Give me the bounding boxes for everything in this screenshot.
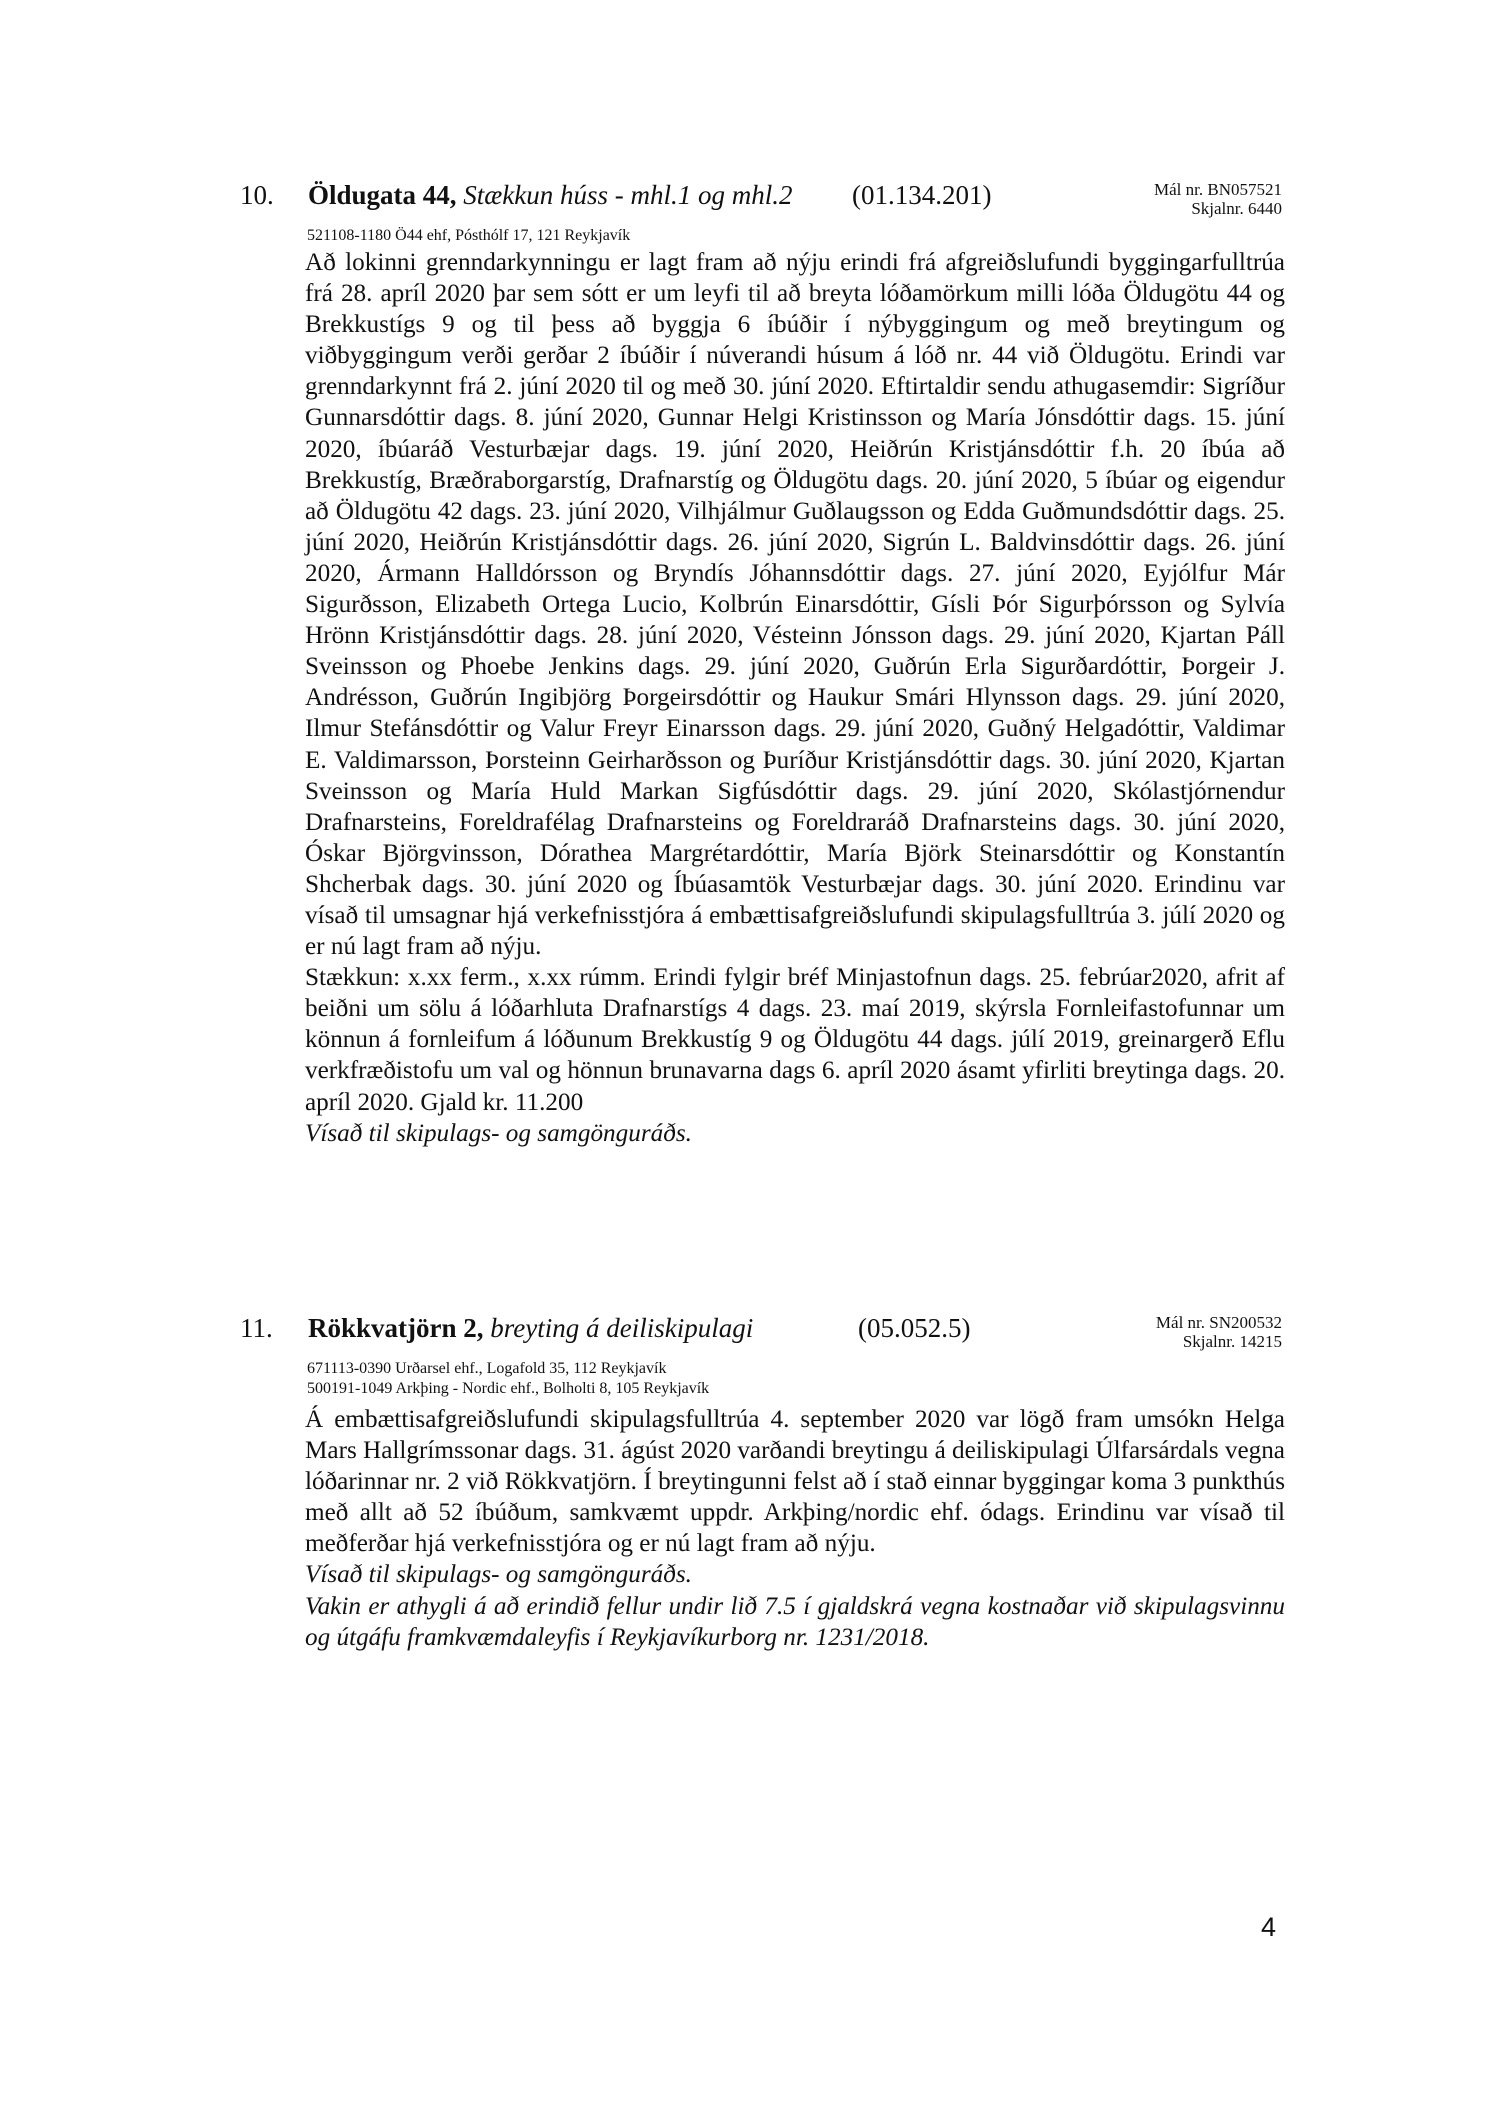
lot-number: (05.052.5): [858, 1313, 971, 1343]
item-address: Rökkvatjörn 2,: [308, 1313, 484, 1343]
item-paragraph: Stækkun: x.xx ferm., x.xx rúmm. Erindi fylgir bréf Minjastofnun dags. 25. febrúar2020, afrit af beiðni um sölu á lóðarhluta Drafnarstígs 4 dags. 23. maí 2019, skýrsla Fornleifastofunnar um könnun á fornleifum á lóðunum Brekkustíg 9 og Öldugötu 44 dags. júlí 2019, greinargerð Eflu verkfræðistofu um val og hönnun brunavarna dags 6. apríl 2020 ásamt yfirliti breytinga dags. 20. apríl 2020. Gjald kr. 11.200: [305, 964, 1285, 1116]
item-number: 11.: [240, 1313, 273, 1343]
case-number: Mál nr. BN057521: [1154, 180, 1282, 199]
item-11-body: [305, 1404, 1285, 1653]
item-paragraph: Á embættisafgreiðslufundi skipulagsfulltrúa 4. september 2020 var lögð fram umsókn Helga Mars Hallgrímssonar dags. 31. ágúst 2020 varðandi breytingu á deiliskipulagi Úlfarsárdals vegna lóðarinnar nr. 2 við Rökkvatjörn. Í breytingunni felst að í stað einnar byggingar koma 3 punkthús með allt að 52 íbúðum, samkvæmt uppdr. Arkþing/nordic ehf. ódags. Erindinu var vísað til meðferðar hjá verkefnisstjóra og er nú lagt fram að nýju.: [305, 1406, 1285, 1558]
item-decision: Vísað til skipulags- og samgönguráðs.: [305, 1561, 692, 1589]
lot-number: (01.134.201): [852, 180, 992, 210]
document-number: Skjalnr. 6440: [1191, 199, 1282, 218]
item-subject: Stækkun húss - mhl.1 og mhl.2: [463, 180, 793, 210]
item-10-body: [305, 247, 1285, 1149]
document-number: Skjalnr. 14215: [1182, 1332, 1282, 1351]
case-number: Mál nr. SN200532: [1155, 1313, 1282, 1332]
item-number: 10.: [240, 180, 274, 210]
page-number: 4: [1261, 1912, 1277, 1942]
item-title: [308, 1313, 753, 1344]
applicant: 671113-0390 Urðarsel ehf., Logafold 35, 112 Reykjavík: [307, 1360, 667, 1377]
applicant: 500191-1049 Arkþing - Nordic ehf., Bolholti 8, 105 Reykjavík: [307, 1380, 710, 1397]
item-address: Öldugata 44,: [308, 180, 457, 210]
item-decision: Vakin er athygli á að erindið fellur undir lið 7.5 í gjaldskrá vegna kostnaðar við skipulagsvinnu og útgáfu framkvæmdaleyfis í Reykjavíkurborg nr. 1231/2018.: [305, 1592, 1285, 1651]
case-meta: [1154, 180, 1282, 218]
applicant-list: [307, 1359, 709, 1399]
item-paragraph: Að lokinni grenndarkynningu er lagt fram að nýju erindi frá afgreiðslufundi byggingarfulltrúa frá 28. apríl 2020 þar sem sótt er um leyfi til að breyta lóðamörkum milli lóða Öldugötu 44 og Brekkustígs 9 og til þess að byggja 6 íbúðir í nýbyggingum og með breytingum og viðbyggingum verði gerðar 2 íbúðir í núverandi húsum á lóð nr. 44 við Öldugötu. Erindi var grenndarkynnt frá 2. júní 2020 til og með 30. júní 2020. Eftirtaldir sendu athugasemdir: Sigríður Gunnarsdóttir dags. 8. júní 2020, Gunnar Helgi Kristinsson og María Jónsdóttir dags. 15. júní 2020, íbúaráð Vesturbæjar dags. 19. júní 2020, Heiðrún Kristjánsdóttir f.h. 20 íbúa að Brekkustíg, Bræðraborgarstíg, Drafnarstíg og Öldugötu dags. 20. júní 2020, 5 íbúar og eigendur að Öldugötu 42 dags. 23. júní 2020, Vilhjálmur Guðlaugsson og Edda Guðmundsdóttir dags. 25. júní 2020, Heiðrún Kristjánsdóttir dags. 26. júní 2020, Sigrún L. Baldvinsdóttir dags. 26. júní 2020, Ármann Halldórsson og Bryndís Jóhannsdóttir dags. 27. júní 2020, Eyjólfur Már Sigurðsson, Elizabeth Ortega Lucio, Kolbrún Einarsdóttir, Gísli Þór Sigurþórsson og Sylvía Hrönn Kristjánsdóttir dags. 28. júní 2020, Vésteinn Jónsson dags. 29. júní 2020, Kjartan Páll Sveinsson og Phoebe Jenkins dags. 29. júní 2020, Guðrún Erla Sigurðardóttir, Þorgeir J. Andrésson, Guðrún Ingibjörg Þorgeirsdóttir og Haukur Smári Hlynsson dags. 29. júní 2020, Ilmur Stefánsdóttir og Valur Freyr Einarsson dags. 29. júní 2020, Guðný Helgadóttir, Valdimar E. Valdimarsson, Þorsteinn Geirharðsson og Þuríður Kristjánsdóttir dags. 30. júní 2020, Kjartan Sveinsson og María Huld Markan Sigfúsdóttir dags. 29. júní 2020, Skólastjórnendur Drafnarsteins, Foreldrafélag Drafnarsteins og Foreldraráð Drafnarsteins dags. 30. júní 2020, Óskar Björgvinsson, Dórathea Margrétardóttir, María Björk Steinarsdóttir og Konstantín Shcherbak dags. 30. júní 2020 og Íbúasamtök Vesturbæjar dags. 30. júní 2020. Erindinu var vísað til umsagnar hjá verkefnisstjóra á embættisafgreiðslufundi skipulagsfulltrúa 3. júlí 2020 og er nú lagt fram að nýju.: [305, 249, 1285, 961]
item-decision: Vísað til skipulags- og samgönguráðs.: [305, 1119, 692, 1147]
applicant: 521108-1180 Ö44 ehf, Pósthólf 17, 121 Reykjavík: [307, 227, 631, 244]
item-title: [308, 180, 793, 211]
applicant-list: [307, 226, 630, 246]
case-meta: [1156, 1313, 1282, 1351]
item-subject: breyting á deiliskipulagi: [490, 1313, 754, 1343]
